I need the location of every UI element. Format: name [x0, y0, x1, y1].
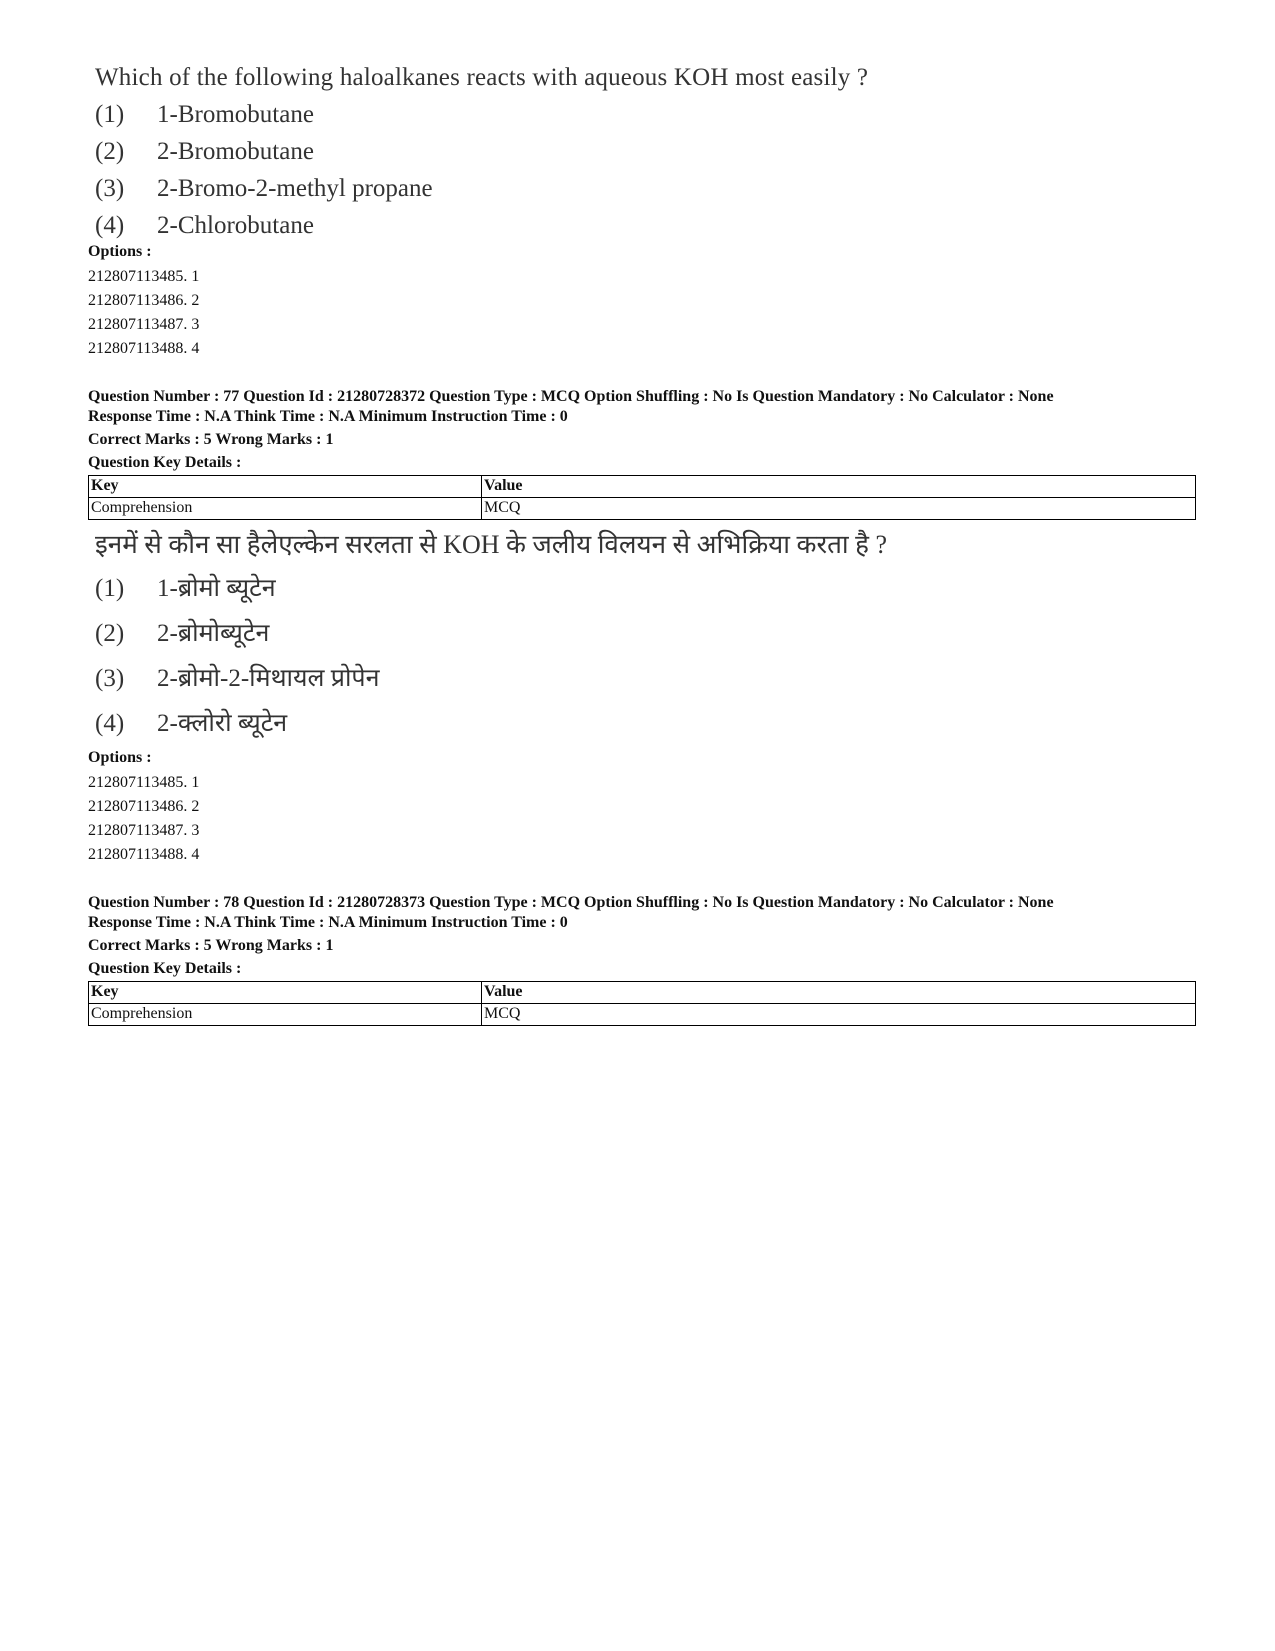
option-id: 212807113488. 4	[88, 846, 200, 863]
choice-row	[95, 701, 887, 746]
choice-text: 2-Bromobutane	[157, 138, 314, 165]
choice-text: 2-ब्रोमो-2-मिथायल प्रोपेन	[157, 665, 380, 692]
choice-number: (4)	[95, 710, 125, 737]
choice-row	[95, 96, 868, 133]
choice-row	[95, 566, 887, 611]
question-meta-line: Question Number : 78 Question Id : 21280728373 Question Type : MCQ Option Shuffling : No Is Question Mandatory : No Calculator : None	[88, 894, 1054, 911]
question-key-table	[88, 981, 1196, 1026]
table-row	[89, 498, 1196, 520]
question-title-english: Which of the following haloalkanes reacts with aqueous KOH most easily ?	[95, 64, 869, 91]
key-details-label: Question Key Details :	[88, 960, 242, 977]
choice-number: (2)	[95, 138, 125, 165]
table-header-cell: Key	[89, 476, 482, 498]
table-header-row	[89, 982, 1196, 1004]
choice-text: 1-Bromobutane	[157, 101, 314, 128]
choice-number: (2)	[95, 620, 125, 647]
question-title-hindi: इनमें से कौन सा हैलेएल्केन सरलता से KOH के जलीय विलयन से अभिक्रिया करता है ?	[95, 530, 887, 559]
option-id: 212807113487. 3	[88, 316, 200, 333]
choice-row	[95, 207, 868, 244]
key-details-label: Question Key Details :	[88, 454, 242, 471]
options-label: Options :	[88, 749, 152, 766]
option-id: 212807113485. 1	[88, 774, 200, 791]
table-cell: Comprehension	[89, 498, 482, 520]
option-id: 212807113487. 3	[88, 822, 200, 839]
table-cell: MCQ	[482, 1004, 1196, 1026]
question-hindi-block	[95, 528, 887, 746]
option-id: 212807113486. 2	[88, 798, 200, 815]
choice-text: 2-Bromo-2-methyl propane	[157, 175, 433, 202]
option-id: 212807113485. 1	[88, 268, 200, 285]
table-header-cell: Value	[482, 476, 1196, 498]
question-english-block	[95, 62, 868, 244]
choice-text: 2-क्लोरो ब्यूटेन	[157, 710, 288, 737]
choice-number: (1)	[95, 101, 125, 128]
question-meta-line: Question Number : 77 Question Id : 21280728372 Question Type : MCQ Option Shuffling : No Is Question Mandatory : No Calculator : None	[88, 388, 1054, 405]
options-section	[88, 242, 199, 361]
table-header-row	[89, 476, 1196, 498]
question-77-meta	[88, 387, 1054, 473]
table-cell: MCQ	[482, 498, 1196, 520]
table-cell: Comprehension	[89, 1004, 482, 1026]
marks-line: Correct Marks : 5 Wrong Marks : 1	[88, 431, 334, 448]
marks-line: Correct Marks : 5 Wrong Marks : 1	[88, 937, 334, 954]
table-header-cell: Value	[482, 982, 1196, 1004]
choice-row	[95, 611, 887, 656]
option-id: 212807113486. 2	[88, 292, 200, 309]
choice-number: (3)	[95, 175, 125, 202]
options-section	[88, 748, 199, 867]
choice-row	[95, 656, 887, 701]
choice-row	[95, 170, 868, 207]
choice-number: (3)	[95, 665, 125, 692]
choice-row	[95, 133, 868, 170]
choice-text: 1-ब्रोमो ब्यूटेन	[157, 575, 276, 602]
question-78-meta	[88, 893, 1054, 979]
question-key-table	[88, 475, 1196, 520]
choice-number: (1)	[95, 575, 125, 602]
table-header-cell: Key	[89, 982, 482, 1004]
question-meta-line: Response Time : N.A Think Time : N.A Minimum Instruction Time : 0	[88, 914, 568, 931]
choice-text: 2-Chlorobutane	[157, 212, 314, 239]
table-row	[89, 1004, 1196, 1026]
question-meta-line: Response Time : N.A Think Time : N.A Minimum Instruction Time : 0	[88, 408, 568, 425]
choice-number: (4)	[95, 212, 125, 239]
options-label: Options :	[88, 243, 152, 260]
choice-text: 2-ब्रोमोब्यूटेन	[157, 620, 270, 647]
option-id: 212807113488. 4	[88, 340, 200, 357]
